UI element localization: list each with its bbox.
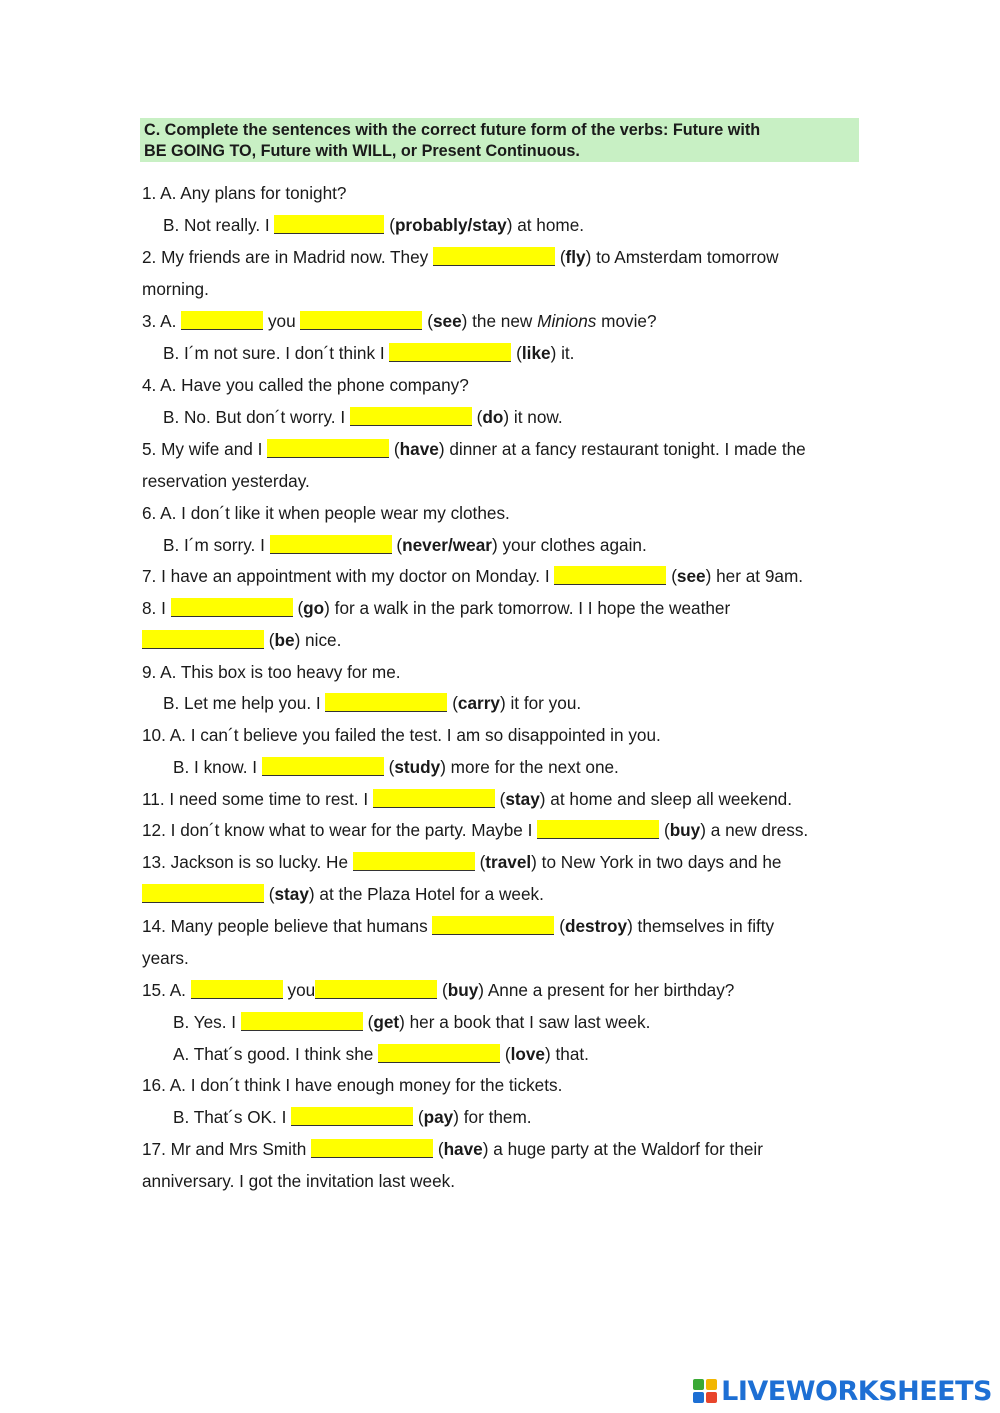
answer-blank-q3a-2[interactable] — [300, 311, 422, 330]
answer-blank-q14[interactable] — [432, 916, 554, 935]
q15-line-b: B. Yes. I (get) her a book that I saw last week. — [173, 1012, 651, 1032]
q13-line-cont: (stay) at the Plaza Hotel for a week. — [142, 883, 544, 905]
answer-blank-q9[interactable] — [325, 693, 447, 712]
instructions-box — [140, 118, 859, 162]
q6-line-b: B. I´m sorry. I (never/wear) your clothes again. — [163, 535, 647, 555]
q16-line-b: B. That´s OK. I (pay) for them. — [173, 1107, 532, 1127]
q7-line: 7. I have an appointment with my doctor on Monday. I (see) her at 9am. — [142, 566, 804, 586]
q3-line-a: 3. A. you (see) the new Minions movie? — [142, 311, 657, 331]
answer-blank-q15c[interactable] — [378, 1044, 500, 1063]
q1-line-a: 1. A. Any plans for tonight? — [142, 183, 347, 203]
liveworksheets-brand[interactable] — [693, 1376, 992, 1406]
q5-line: 5. My wife and I (have) dinner at a fancy restaurant tonight. I made the — [142, 439, 806, 459]
answer-blank-q5[interactable] — [267, 439, 389, 458]
q2-line: 2. My friends are in Madrid now. They (fly) to Amsterdam tomorrow — [142, 247, 779, 267]
q14-line: 14. Many people believe that humans (destroy) themselves in fifty — [142, 916, 775, 936]
q8-line: 8. I (go) for a walk in the park tomorrow. I I hope the weather — [142, 598, 731, 618]
answer-blank-q10[interactable] — [262, 757, 384, 776]
answer-blank-q15b[interactable] — [241, 1012, 363, 1031]
q6-line-a: 6. A. I don´t like it when people wear my clothes. — [142, 503, 510, 523]
brand-name: LIVEWORKSHEETS — [721, 1375, 992, 1407]
q10-line-a: 10. A. I can´t believe you failed the test. I am so disappointed in you. — [142, 725, 661, 745]
answer-blank-q13a[interactable] — [353, 852, 475, 871]
answer-blank-q15a-1[interactable] — [191, 980, 283, 999]
q10-line-b: B. I know. I (study) more for the next one. — [173, 757, 619, 777]
answer-blank-q12[interactable] — [537, 820, 659, 839]
q17-line: 17. Mr and Mrs Smith (have) a huge party at the Waldorf for their — [142, 1139, 763, 1159]
q4-line-b: B. No. But don´t worry. I (do) it now. — [163, 407, 563, 427]
q4-line-a: 4. A. Have you called the phone company? — [142, 375, 469, 395]
q9-line-a: 9. A. This box is too heavy for me. — [142, 662, 401, 682]
answer-blank-q16[interactable] — [291, 1107, 413, 1126]
answer-blank-q7[interactable] — [554, 566, 666, 585]
answer-blank-q3a-1[interactable] — [181, 311, 263, 330]
answer-blank-q8b[interactable] — [142, 630, 264, 649]
q15-line-c: A. That´s good. I think she (love) that. — [173, 1044, 589, 1064]
answer-blank-q1[interactable] — [274, 215, 384, 234]
instructions-line-2: BE GOING TO, Future with WILL, or Present Continuous. — [144, 142, 580, 160]
q14-line-cont: years. — [142, 948, 189, 968]
q2-line-cont: morning. — [142, 279, 209, 299]
answer-blank-q8a[interactable] — [171, 598, 293, 617]
q8-line-cont: (be) nice. — [142, 629, 341, 651]
answer-blank-q4[interactable] — [350, 407, 472, 426]
q12-line: 12. I don´t know what to wear for the party. Maybe I (buy) a new dress. — [142, 820, 809, 840]
q17-line-cont: anniversary. I got the invitation last week. — [142, 1171, 456, 1191]
q13-line: 13. Jackson is so lucky. He (travel) to New York in two days and he — [142, 852, 782, 872]
answer-blank-q17[interactable] — [311, 1139, 433, 1158]
q11-line: 11. I need some time to rest. I (stay) at home and sleep all weekend. — [142, 789, 793, 809]
q15-line-a: 15. A. you (buy) Anne a present for her birthday? — [142, 980, 735, 1000]
answer-blank-q3b[interactable] — [389, 343, 511, 362]
q9-line-b: B. Let me help you. I (carry) it for you. — [163, 693, 582, 713]
answer-blank-q6[interactable] — [270, 535, 392, 554]
answer-blank-q15a-2[interactable] — [315, 980, 437, 999]
instructions-line-1: C. Complete the sentences with the correct future form of the verbs: Future with — [144, 121, 761, 139]
answer-blank-q2[interactable] — [433, 247, 555, 266]
answer-blank-q11[interactable] — [373, 789, 495, 808]
q3-line-b: B. I´m not sure. I don´t think I (like) it. — [163, 343, 575, 363]
answer-blank-q13b[interactable] — [142, 884, 264, 903]
q1-line-b: B. Not really. I (probably/stay) at home. — [163, 215, 585, 235]
liveworksheets-logo-icon — [693, 1379, 717, 1403]
q16-line-a: 16. A. I don´t think I have enough money for the tickets. — [142, 1075, 563, 1095]
q5-line-cont: reservation yesterday. — [142, 471, 310, 491]
